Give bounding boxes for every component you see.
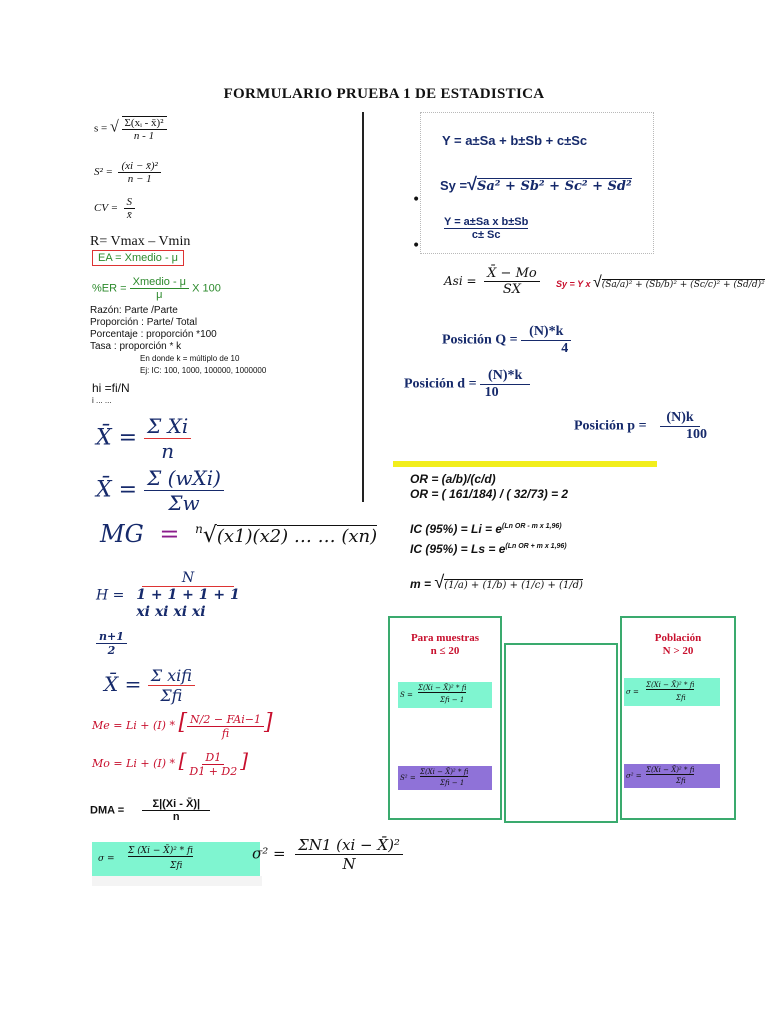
formula-sigma-box (92, 842, 260, 876)
formula-dma-label: DMA = (90, 804, 125, 817)
yellow-divider (393, 461, 657, 467)
formula-harmonic (96, 570, 243, 621)
def-porcentaje: Porcentaje : proporción *100 (90, 329, 217, 340)
formula-s-label: s = (94, 122, 108, 135)
formula-cv-label: CV = (94, 202, 119, 215)
box-sigma2-label: σ² = (626, 772, 642, 780)
box-s2-formula (398, 766, 492, 790)
formula-me-label: Me = Li + (I) * (92, 719, 175, 732)
formula-as-num: X̄ − Mo (484, 266, 540, 282)
column-divider (362, 112, 364, 502)
formula-ea-text: EA = Xmedio - μ (98, 252, 179, 264)
formula-mean-den: n (161, 439, 175, 463)
formula-s: s = √ $\frac{\text{Σ(xᵢ - x̄)²}}{n - 1}$ (94, 116, 167, 142)
formula-hi: hi =fi/N (92, 381, 130, 395)
formula-d-den: 10 (484, 385, 499, 400)
formula-range: R= Vmax – Vmin (90, 234, 191, 249)
odds-ratio-block (410, 472, 568, 502)
box-sigma-label: σ = (626, 688, 639, 696)
formula-wmean-num: Σ (wXi) (144, 466, 224, 491)
formula-y2-bot: c± Sc (471, 229, 501, 241)
muestras-condition: n ≤ 20 (430, 645, 460, 657)
formula-p-den: 100 (686, 427, 708, 442)
formula-y2 (444, 216, 528, 241)
formula-y2-top: Y = a±Sa x b±Sb (444, 216, 529, 228)
def-tasa: Tasa : proporción * k (90, 341, 182, 352)
box-muestras (388, 616, 502, 820)
formula-s-num: Σ(xᵢ - x̄)² (122, 117, 167, 130)
def-proporcion: Proporción : Parte/ Total (90, 317, 198, 328)
formula-ic2: IC (95%) = Ls = e (410, 542, 506, 556)
formula-q-label: Posición Q = (442, 332, 518, 348)
formula-cv-den: x̄ (126, 209, 132, 221)
formula-sy2-label: Sy = Y x (556, 279, 591, 289)
formula-h-den-top: 1 + 1 + 1 + 1 (136, 587, 240, 603)
formula-wmean-den: Σw (168, 491, 200, 515)
formula-cv-num: S (124, 196, 136, 209)
formula-mean-num: Σ Xi (144, 414, 191, 439)
box-s-body: Σ(Xi − X̄)² * fi (418, 684, 467, 692)
formula-me-num: N/2 − FAi−1 (187, 713, 264, 727)
ratio-definitions (90, 305, 266, 377)
formula-ic2-exp: (Ln OR + m x 1,96) (505, 543, 567, 550)
formula-cv (94, 196, 135, 221)
box-sigma2-body: Σ(Xi − X̄)² * fi (646, 766, 695, 774)
formula-h-num: N (142, 570, 234, 587)
formula-s2-num: (xi − x̄)² (118, 160, 160, 173)
formula-mg-body: (x1)(x2) … … (xn) (216, 526, 378, 547)
formula-h-label: H = (96, 587, 125, 604)
faded-strip (92, 876, 262, 886)
formula-sigma-left: σ = (98, 854, 115, 864)
formula-mean-left: X̄ = (96, 425, 138, 451)
box-s-formula (398, 682, 492, 708)
formula-wmean-left: X̄ = (96, 477, 138, 503)
poblacion-title: Población (654, 632, 702, 644)
formula-gmean-den: Σfi (160, 686, 183, 705)
bullet-2: • (412, 238, 421, 254)
formula-gmean-left: X̄ = (104, 672, 142, 696)
formula-q-den: 4 (561, 341, 569, 356)
box-middle (504, 643, 618, 823)
box-poblacion (620, 616, 736, 820)
formula-median-num: n+1 (96, 630, 127, 644)
formula-sigma2-left: σ² = (252, 844, 286, 863)
formula-me-den: fi (221, 726, 230, 740)
formula-sigma2-den: N (342, 855, 356, 873)
formula-mg-eq: = (159, 520, 180, 548)
formula-ea (92, 250, 184, 266)
formula-m-body: (1/a) + (1/b) + (1/c) + (1/d) (444, 580, 583, 591)
formula-p-label: Posición p = (574, 418, 647, 434)
formula-mean (96, 414, 191, 463)
formula-percentile (574, 410, 710, 443)
box-sigma2-den: Σfi (676, 777, 686, 785)
box-sigma-formula (624, 678, 720, 706)
formula-mode: Mo = Li + (I) * [ $\frac{D1}{D1 + D2}$ ] (92, 748, 249, 778)
formula-median-position (96, 630, 127, 657)
formula-sigma2-num: ΣN1 (xi − X̄)² (295, 836, 403, 855)
formula-dma (90, 798, 210, 823)
box-sigma-den: Σfi (676, 694, 686, 702)
formula-wmean (96, 466, 224, 515)
box-s2-den: Σfi − 1 (440, 779, 465, 787)
formula-sigma2 (252, 836, 403, 873)
formula-mg-index: n (195, 522, 203, 536)
formula-as-label: Asi = (444, 274, 477, 288)
formula-sigma-body: Σ (Xi − X̄)² * fi (128, 846, 194, 856)
page-title: FORMULARIO PRUEBA 1 DE ESTADISTICA (223, 86, 545, 102)
formula-asymmetry (444, 266, 540, 297)
formula-quartile (442, 324, 571, 357)
box-sigma2-formula (624, 764, 720, 788)
box-s-label: S = (400, 691, 413, 699)
formula-s2-den: n − 1 (127, 173, 152, 185)
formula-mg: MG = $^n$√(x1)(x2) … … (xn) (100, 520, 378, 548)
formula-er-den: μ (156, 289, 163, 301)
formula-ic1: IC (95%) = Li = e (410, 522, 503, 536)
formula-m: m = √(1/a) + (1/b) + (1/c) + (1/d) (410, 572, 583, 592)
formula-mg-label: MG (100, 520, 144, 548)
formula-q-num: (N)*k (521, 324, 571, 341)
formula-hi-sub: i ... ... (92, 396, 112, 405)
formula-er-x: X 100 (192, 282, 221, 295)
muestras-title: Para muestras (410, 632, 480, 644)
box-sigma-body: Σ(Xi − X̄)² * fi (646, 681, 695, 689)
formula-gmean-num: Σ xifi (148, 666, 195, 686)
formula-s2-label: S² = (94, 166, 113, 179)
formula-sy2-body: (Sa/a)² + (Sb/b)² + (Sc/c)² + (Sd/d)² (601, 280, 765, 290)
formula-d-num: (N)*k (480, 368, 530, 385)
formula-er-label: %ER = (92, 282, 127, 295)
formula-sigma-den: Σfi (170, 861, 183, 871)
formula-s2 (94, 160, 161, 185)
formula-median: Me = Li + (I) * [ $\frac{\text{N/2 − FAi−1}}{fi}$ ] (92, 710, 273, 740)
formula-dma-den: n (172, 811, 180, 823)
formula-or1: OR = (a/b)/(c/d) (410, 472, 496, 486)
def-tasa-note1: En donde k = múltiplo de 10 (140, 354, 240, 363)
formula-mo-label: Mo = Li + (I) * (92, 757, 176, 770)
def-razon: Razón: Parte /Parte (90, 305, 178, 316)
formula-grouped-mean (104, 666, 195, 705)
def-tasa-note2: Ej: IC: 100, 1000, 100000, 1000000 (140, 366, 267, 375)
formula-d-label: Posición d = (404, 376, 477, 392)
formula-sy2: Sy = Y x √(Sa/a)² + (Sb/b)² + (Sc/c)² + (Sd/d)² (556, 274, 765, 291)
box-s-den: Σfi − 1 (440, 696, 465, 704)
confidence-interval-block (410, 518, 567, 558)
formula-as-den: SX (502, 282, 522, 297)
formula-s-den: n - 1 (133, 130, 155, 142)
formula-sy1-body: Sa² + Sb² + Sc² + Sd² (477, 179, 632, 194)
formula-y1: Y = a±Sa + b±Sb + c±Sc (442, 133, 588, 148)
box-s2-body: Σ(Xi − X̄)² * fi (420, 768, 469, 776)
formula-er (92, 276, 221, 301)
box-s2-label: S² = (400, 774, 416, 782)
formula-sy1: Sy =√Sa² + Sb² + Sc² + Sd² (440, 174, 632, 194)
formula-m-label: m = (410, 577, 432, 591)
bullet-1: • (412, 192, 421, 208)
formula-decile (404, 368, 530, 401)
formula-mo-den: D1 + D2 (189, 764, 238, 778)
formula-ic1-exp: (Ln OR - m x 1,96) (502, 523, 562, 530)
formula-sy1-label: Sy = (440, 178, 468, 193)
formula-er-num: Xmedio - μ (130, 276, 189, 289)
formula-mo-num: D1 (202, 751, 224, 765)
formula-median-den: 2 (107, 644, 116, 657)
poblacion-condition: N > 20 (662, 645, 694, 657)
formula-dma-num: Σ|(Xi - X̄)| (142, 798, 210, 811)
formula-h-den-bot: xi xi xi xi (136, 604, 206, 620)
formula-or2: OR = ( 161/184) / ( 32/73) = 2 (410, 487, 569, 501)
formula-p-num: (N)k (660, 410, 699, 427)
